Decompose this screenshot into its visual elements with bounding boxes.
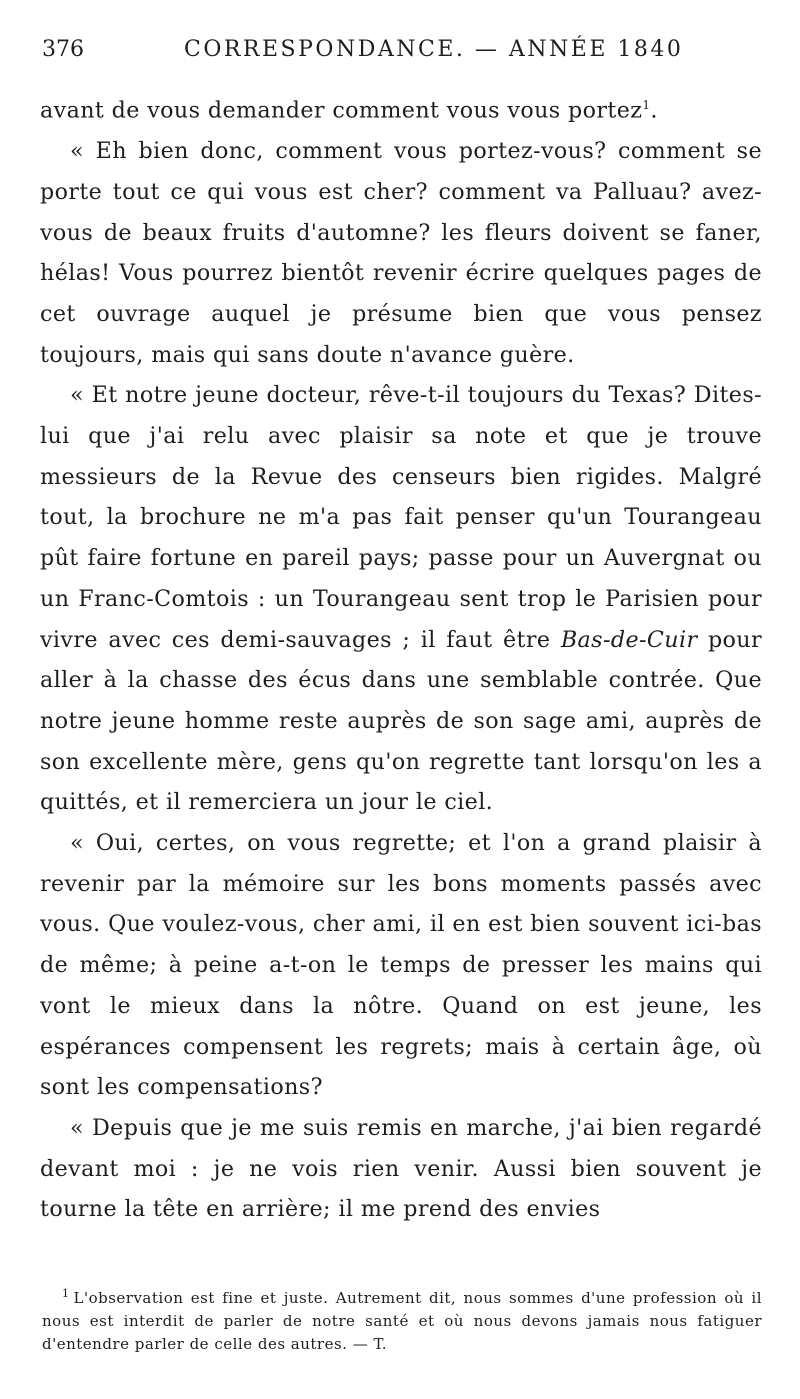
paragraph-3-text-end: pour aller à la chasse des écus dans une semblable contrée. Que notre jeune homme reste auprès de son sage ami, auprès de son excellente mère, gens qu'on regrette tant lorsqu'on les a quittés, et il remerciera un jour le ciel. xyxy=(40,626,763,816)
footnote-marker: 1 xyxy=(62,1287,70,1300)
paragraph-4: « Oui, certes, on vous regrette; et l'on a grand plaisir à revenir par la mémoire sur les bons moments passés avec vous. Que voulez-vous, cher ami, il en est bien souvent ici-bas de même; à peine a-t-on le temps de presser les mains qui vont le mieux dans la nôtre. Quand on est jeune, les espérances compensent les regrets; mais à certain âge, où sont les compensations? xyxy=(40,830,762,1101)
running-title: CORRESPONDANCE. — ANNÉE 1840 xyxy=(184,37,684,62)
paragraph-1-end: . xyxy=(650,97,658,124)
paragraph-1 xyxy=(40,85,762,131)
paragraph-3-text: « Et notre jeune docteur, rêve-t-il toujours du Texas? Dites-lui que j'ai relu avec plaisir sa note et que je trouve messieurs de la Revue des censeurs bien rigides. Malgré tout, la brochure ne m'a pas fait penser qu'un Tourangeau pût faire fortune en pareil pays; passe pour un Auvergnat ou un Franc-Comtois : un Tourangeau sent trop le Parisien pour vivre avec ces demi-sauvages ; il faut être xyxy=(40,382,762,653)
footnote xyxy=(42,1282,762,1356)
page-header xyxy=(42,32,758,68)
italic-title: Bas-de-Cuir xyxy=(560,626,698,653)
footnote-reference: 1 xyxy=(642,98,651,112)
body-text xyxy=(40,85,762,1230)
paragraph-3 xyxy=(40,375,762,823)
paragraph-5: « Depuis que je me suis remis en marche, j'ai bien regardé devant moi : je ne vois rien venir. Aussi bien souvent je tourne la tête en arrière; il me prend des envies xyxy=(40,1114,762,1223)
footnote-text: L'observation est fine et juste. Autrement dit, nous sommes d'une profession où il nous est interdit de parler de notre santé et où nous devons jamais nous fatiguer d'entendre parler de celle des autres. — T. xyxy=(42,1289,762,1353)
paragraph-2: « Eh bien donc, comment vous portez-vous? comment se porte tout ce qui vous est cher? comment va Palluau? avez-vous de beaux fruits d'automne? les fleurs doivent se faner, hélas! Vous pourrez bientôt revenir écrire quelques pages de cet ouvrage auquel je présume bien que vous pensez toujours, mais qui sans doute n'avance guère. xyxy=(40,138,762,368)
paragraph-1-text: avant de vous demander comment vous vous portez xyxy=(40,97,643,124)
page-number: 376 xyxy=(42,37,84,62)
